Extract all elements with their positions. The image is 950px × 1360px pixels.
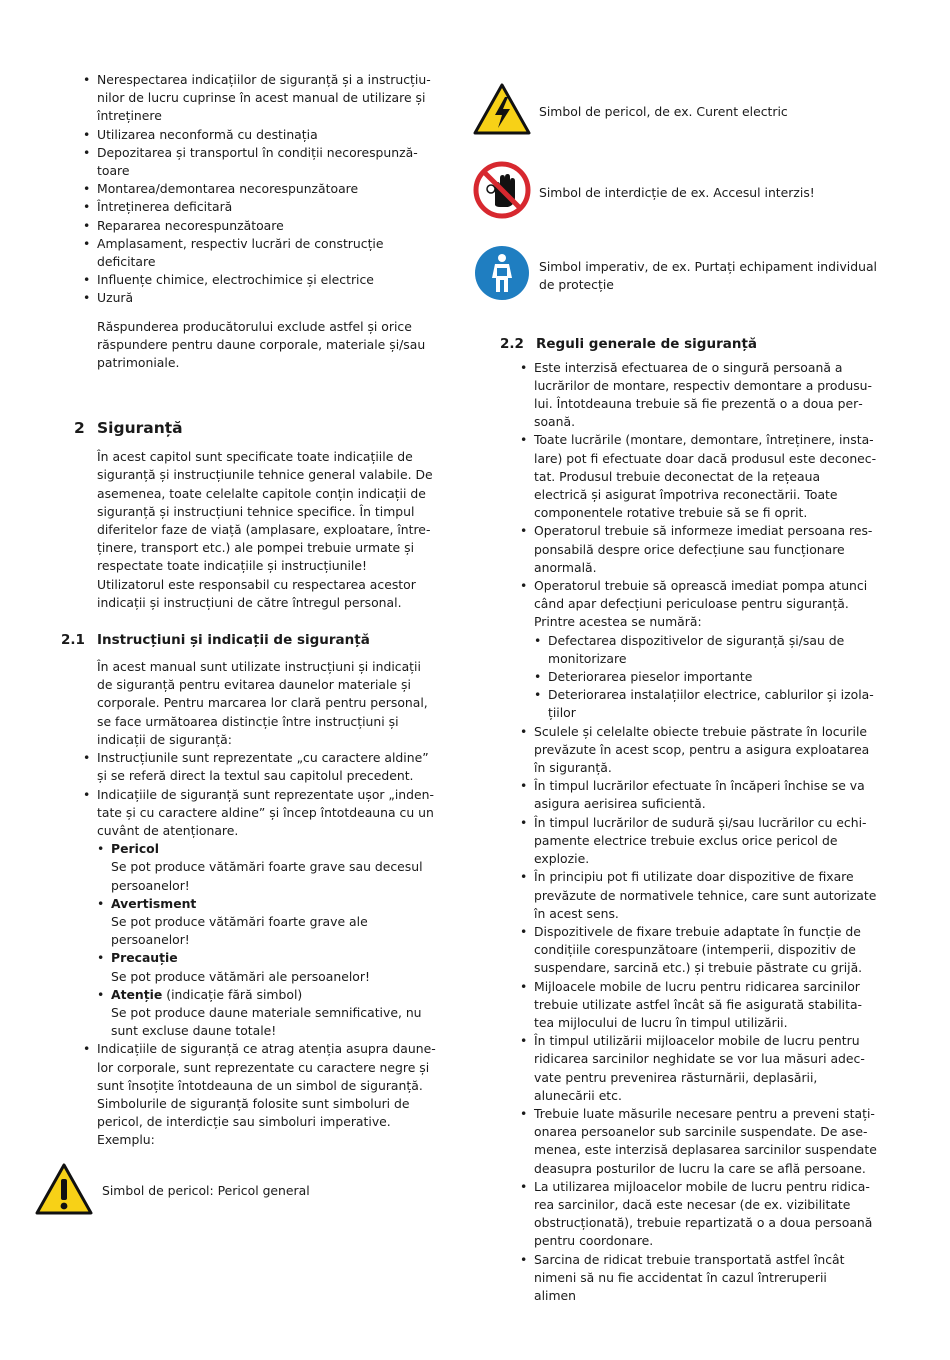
list-item: • Sarcina de ridicat trebuie transportată astfel încât nimeni să nu fie accidentat în cazul întreruperii alimen	[515, 1251, 877, 1306]
general-danger-example	[34, 1162, 438, 1221]
general-danger-warning-icon	[34, 1162, 94, 1221]
list-item: • Sculele și celelalte obiecte trebuie păstrate în locurile prevăzute în acest scop, pentru a asigura exploatarea în siguranță.	[515, 723, 877, 778]
list-item: • Deteriorarea pieselor importante	[534, 668, 877, 686]
signal-word: Precauție	[111, 950, 178, 966]
instruction-types-list	[78, 749, 438, 1149]
signal-word: Pericol	[111, 841, 159, 857]
section-2-heading	[74, 417, 438, 439]
left-column	[61, 71, 438, 1221]
signal-word-item	[97, 840, 438, 895]
section-number: 2.1	[61, 632, 85, 649]
signal-word-description: Se pot produce vătămări foarte grave ale persoanelor!	[111, 913, 368, 948]
list-item: • În timpul lucrărilor de sudură și/sau lucrărilor cu echipamente electrice trebuie exclus orice pericol de explozie.	[515, 814, 877, 869]
list-item: • Întreținerea deficitară	[78, 198, 438, 216]
section-title: Reguli generale de siguranță	[536, 335, 758, 352]
list-item: • În timpul lucrărilor efectuate în încăperi închise se va asigura aerisirea suficientă.	[515, 777, 877, 813]
signal-word: Avertisment	[111, 895, 197, 911]
signal-word-description: Se pot produce vătămări ale persoanelor!	[111, 968, 370, 984]
list-item: • Toate lucrările (montare, demontare, întreținere, instalare) pot fi efectuate doar dacă produsul este deconectat. Produsul trebuie deconectat de la rețeaua electrică și asigurat împotriva reconectării. Toate componentele rotative trebuie să se fi oprit.	[515, 431, 877, 522]
signal-word-item	[97, 949, 438, 985]
liability-exclusion-list	[78, 71, 438, 308]
right-column	[500, 82, 878, 1305]
signal-word-description: Se pot produce vătămări foarte grave sau decesul persoanelor!	[111, 859, 423, 893]
signal-word-description: Se pot produce daune materiale semnificative, nu sunt excluse daune totale!	[111, 1004, 422, 1039]
symbol-caption: Simbol de pericol: Pericol general	[102, 1183, 310, 1199]
list-item: • La utilizarea mijloacelor mobile de lucru pentru ridicarea sarcinilor, dacă este necesar (de ex. vizibilitate obstrucționată), trebuie repartizată o a doua persoană pentru coordonare.	[515, 1178, 877, 1251]
list-item: • Deteriorarea instalațiilor electrice, cablurilor și izolațiilor	[534, 686, 877, 722]
list-item	[78, 786, 438, 1041]
list-item: • Este interzisă efectuarea de o singură persoană a lucrărilor de montare, respectiv demontare a produsului. Întotdeauna trebuie să fie prezentă o a doua persoană.	[515, 359, 877, 432]
list-item: • În timpul utilizării mijloacelor mobile de lucru pentru ridicarea sarcinilor neghidate se vor lua măsuri adecvate pentru prevenirea răsturnării, deplasării, alunecării etc.	[515, 1032, 877, 1105]
list-item-text: Operatorul trebuie să oprească imediat pompa atunci când apar defecțiuni periculoase pentru siguranță. Printre acestea se numără:	[534, 578, 868, 630]
dangerous-faults-list	[534, 632, 877, 723]
symbol-caption: Simbol de interdicție de ex. Accesul interzis!	[539, 184, 815, 200]
list-item: • Defectarea dispozitivelor de siguranță și/sau de monitorizare	[534, 632, 877, 668]
signal-word: Atenție	[111, 986, 163, 1002]
section-2-1-body: În acest manual sunt utilizate instrucțiuni și indicații de siguranță pentru evitarea daunelor materiale și corporale. Pentru marcarea lor clară pentru personal, se face următoarea distincție între instrucțiuni și indicații de siguranță:	[97, 659, 428, 747]
signal-word-note: (indicație fără simbol)	[162, 986, 303, 1002]
protective-clothing-mandatory-icon	[473, 244, 531, 307]
list-item: • Mijloacele mobile de lucru pentru ridicarea sarcinilor trebuie utilizate astfel încât să fie asigurată stabilitatea mijlocului de lucru în timpul utilizării.	[515, 978, 877, 1033]
list-item: • Depozitarea și transportul în condiții necorespunzătoare	[78, 144, 438, 180]
signal-word-item	[97, 895, 438, 950]
section-2-1-heading	[61, 630, 438, 650]
list-item: • Dispozitivele de fixare trebuie adaptate în funcție de condițiile corespunzătoare (intemperii, dispozitiv de suspendare, sarcină etc.) și trebuie păstrate cu grijă.	[515, 923, 877, 978]
list-item: • Indicațiile de siguranță ce atrag atenția asupra daunelor corporale, sunt reprezentate cu caractere negre și sunt însoțite întotdeauna de un simbol de siguranță. Simbolurile de siguranță folosite sunt simboluri de pericol, de interdicție sau simboluri imperative. Exemplu:	[78, 1040, 438, 1149]
list-item: • Influențe chimice, electrochimice și electrice	[78, 271, 438, 289]
no-access-prohibition-icon	[473, 161, 531, 224]
list-item: • Uzură	[78, 289, 438, 307]
list-item-text: Indicațiile de siguranță sunt reprezentate ușor „indentate și cu caractere aldine” și încep întotdeauna cu un cuvânt de atenționare.	[97, 786, 434, 838]
section-2-body: În acest capitol sunt specificate toate indicațiile de siguranță și instrucțiunile tehnice general valabile. De asemenea, toate celelalte capitole conțin indicații de siguranță și instrucțiuni tehnice specifice. În timpul diferitelor faze de viață (amplasare, exploatare, întreținere, transport etc.) ale pompei trebuie urmate și respectate toate indicațiile și instrucțiunile! Utilizatorul este responsabil cu respectarea acestor indicații și instrucțiuni de către întregul personal.	[97, 449, 433, 610]
list-item: • În principiu pot fi utilizate doar dispozitive de fixare prevăzute de normativele tehnice, care sunt autorizate în acest sens.	[515, 868, 877, 923]
list-item: • Nerespectarea indicațiilor de siguranță și a instrucțiunilor de lucru cuprinse în acest manual de utilizare și întreținere	[78, 71, 438, 126]
signal-words-list	[97, 840, 438, 1040]
section-title: Instrucțiuni și indicații de siguranță	[97, 632, 370, 649]
liability-paragraph: Răspunderea producătorului exclude astfel și orice răspundere pentru daune corporale, materiale și/sau patrimoniale.	[97, 318, 426, 371]
electric-hazard-example	[473, 82, 877, 141]
list-item: • Amplasament, respectiv lucrări de construcție deficitare	[78, 235, 438, 271]
section-2-2-heading	[500, 334, 877, 354]
list-item: • Montarea/demontarea necorespunzătoare	[78, 180, 438, 198]
prohibition-example	[473, 161, 877, 224]
list-item: • Trebuie luate măsurile necesare pentru a preveni staționarea persoanelor sub sarcinile suspendate. De asemenea, este interzisă deplasarea sarcinilor suspendate deasupra posturilor de lucru la care se află persoane.	[515, 1105, 877, 1178]
electric-hazard-warning-icon	[473, 82, 531, 141]
list-item: • Repararea necorespunzătoare	[78, 217, 438, 235]
signal-word-item	[97, 986, 438, 1041]
mandatory-example	[473, 244, 877, 307]
section-title: Siguranță	[97, 419, 183, 438]
symbol-caption: Simbol de pericol, de ex. Curent electric	[539, 103, 788, 119]
list-item: • Operatorul trebuie să informeze imediat persoana responsabilă despre orice defecțiune sau funcționare anormală.	[515, 522, 877, 577]
symbol-caption: Simbol imperativ, de ex. Purtați echipament individual de protecție	[539, 258, 878, 292]
general-safety-rules-list	[515, 359, 877, 1306]
section-number: 2	[74, 419, 85, 438]
list-item: • Instrucțiunile sunt reprezentate „cu caractere aldine” și se referă direct la textul sau capitolul precedent.	[78, 749, 438, 785]
section-number: 2.2	[500, 335, 524, 352]
list-item	[515, 577, 877, 723]
list-item: • Utilizarea neconformă cu destinația	[78, 126, 438, 144]
